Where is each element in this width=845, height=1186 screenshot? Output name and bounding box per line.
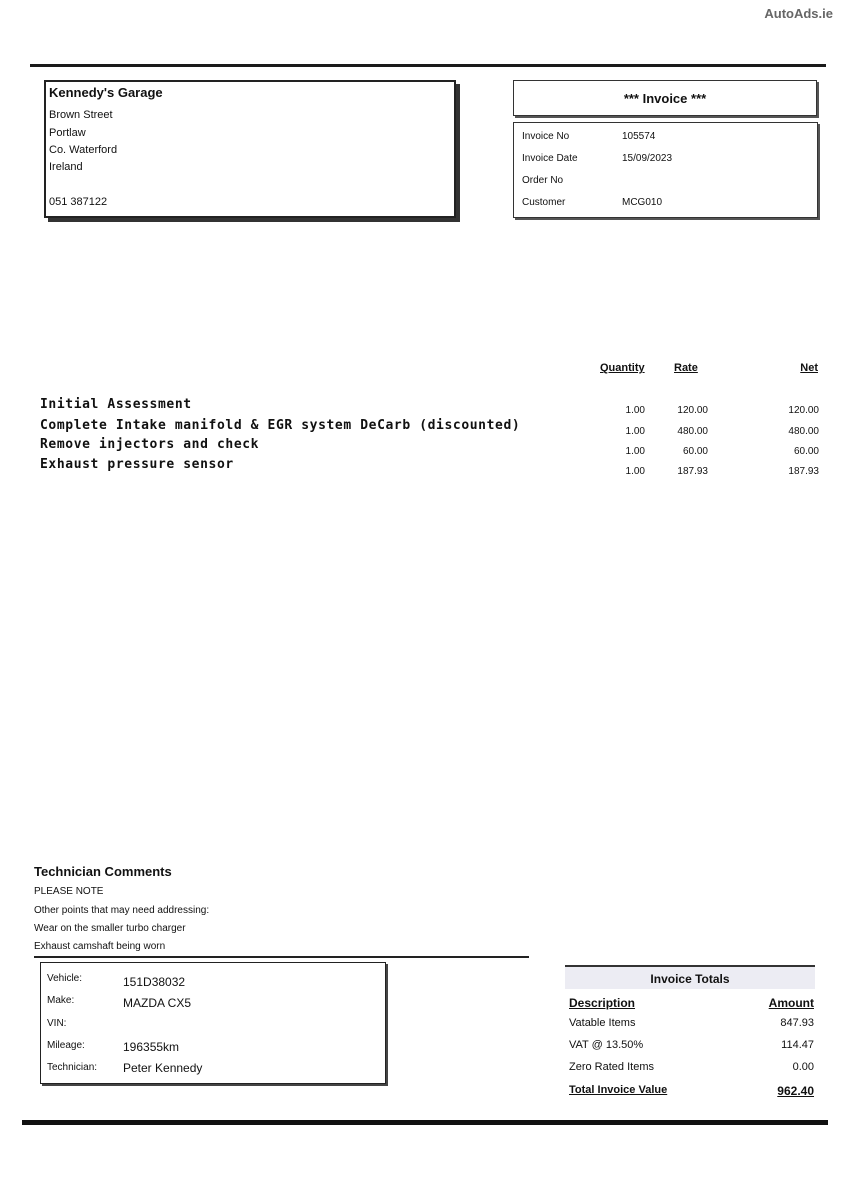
invoice-no-value: 105574: [622, 131, 656, 142]
comment-line: Wear on the smaller turbo charger: [34, 923, 186, 934]
vatable-items-amount: 847.93: [780, 1017, 814, 1029]
line-item-quantity: 1.00: [625, 466, 645, 477]
invoice-date-value: 15/09/2023: [622, 153, 673, 164]
line-item-net: 187.93: [788, 466, 819, 477]
line-item-quantity: 1.00: [625, 446, 645, 457]
order-no-label: Order No: [522, 175, 564, 186]
rate-header: Rate: [674, 362, 698, 374]
technician-comments-title: Technician Comments: [34, 864, 172, 879]
totals-amount-header: Amount: [768, 996, 814, 1010]
vatable-items-label: Vatable Items: [569, 1017, 636, 1029]
technician-value: Peter Kennedy: [123, 1061, 203, 1075]
line-item-description: Remove injectors and check: [40, 437, 260, 452]
vehicle-mileage-value: 196355km: [123, 1040, 180, 1054]
total-invoice-amount: 962.40: [777, 1084, 814, 1098]
invoice-title-box: [513, 80, 817, 116]
net-header: Net: [800, 362, 818, 374]
garage-name: Kennedy's Garage: [49, 85, 163, 100]
line-item-rate: 187.93: [677, 466, 708, 477]
comment-line: PLEASE NOTE: [34, 886, 104, 897]
vehicle-reg-label: Vehicle:: [47, 973, 83, 984]
garage-town: Portlaw: [49, 127, 86, 139]
line-item-quantity: 1.00: [625, 405, 645, 416]
line-item-rate: 480.00: [677, 426, 708, 437]
vehicle-mileage-label: Mileage:: [47, 1040, 85, 1051]
customer-label: Customer: [522, 197, 566, 208]
invoice-totals-header: [565, 965, 815, 989]
garage-street: Brown Street: [49, 109, 113, 121]
technician-label: Technician:: [47, 1062, 98, 1073]
invoice-title: *** Invoice ***: [623, 91, 707, 106]
line-item-net: 120.00: [788, 405, 819, 416]
line-item-net: 480.00: [788, 426, 819, 437]
total-invoice-label: Total Invoice Value: [569, 1084, 668, 1096]
vat-label: VAT @ 13.50%: [569, 1039, 644, 1051]
vehicle-reg-value: 151D38032: [123, 975, 186, 989]
watermark-logo: AutoAds.ie: [764, 6, 833, 21]
line-item-description: Initial Assessment: [40, 397, 192, 412]
line-item-description: Exhaust pressure sensor: [40, 457, 234, 472]
invoice-meta-box: [513, 122, 818, 218]
vehicle-vin-label: VIN:: [47, 1018, 67, 1029]
comment-line: Exhaust camshaft being worn: [34, 941, 166, 952]
garage-country: Ireland: [49, 161, 83, 173]
vehicle-details-box: [40, 962, 386, 1084]
invoice-no-label: Invoice No: [522, 131, 570, 142]
comments-rule: [34, 956, 529, 958]
garage-address-box: [44, 80, 456, 218]
line-item-rate: 120.00: [677, 405, 708, 416]
comment-line: Other points that may need addressing:: [34, 905, 210, 916]
bottom-rule: [22, 1120, 828, 1125]
top-rule: [30, 64, 826, 67]
invoice-totals-title: Invoice Totals: [650, 972, 730, 986]
line-item-quantity: 1.00: [625, 426, 645, 437]
line-item-rate: 60.00: [682, 446, 708, 457]
totals-description-header: Description: [569, 996, 636, 1010]
zero-rated-amount: 0.00: [792, 1061, 814, 1073]
customer-value: MCG010: [622, 197, 663, 208]
garage-county: Co. Waterford: [49, 144, 118, 156]
line-item-net: 60.00: [793, 446, 819, 457]
vehicle-make-label: Make:: [47, 995, 75, 1006]
garage-phone: 051 387122: [49, 196, 108, 208]
invoice-date-label: Invoice Date: [522, 153, 578, 164]
vat-amount: 114.47: [781, 1039, 814, 1051]
line-item-description: Complete Intake manifold & EGR system DeCarb (discounted): [40, 418, 521, 433]
vehicle-make-value: MAZDA CX5: [123, 996, 192, 1010]
zero-rated-label: Zero Rated Items: [569, 1061, 654, 1073]
quantity-header: Quantity: [600, 362, 645, 374]
